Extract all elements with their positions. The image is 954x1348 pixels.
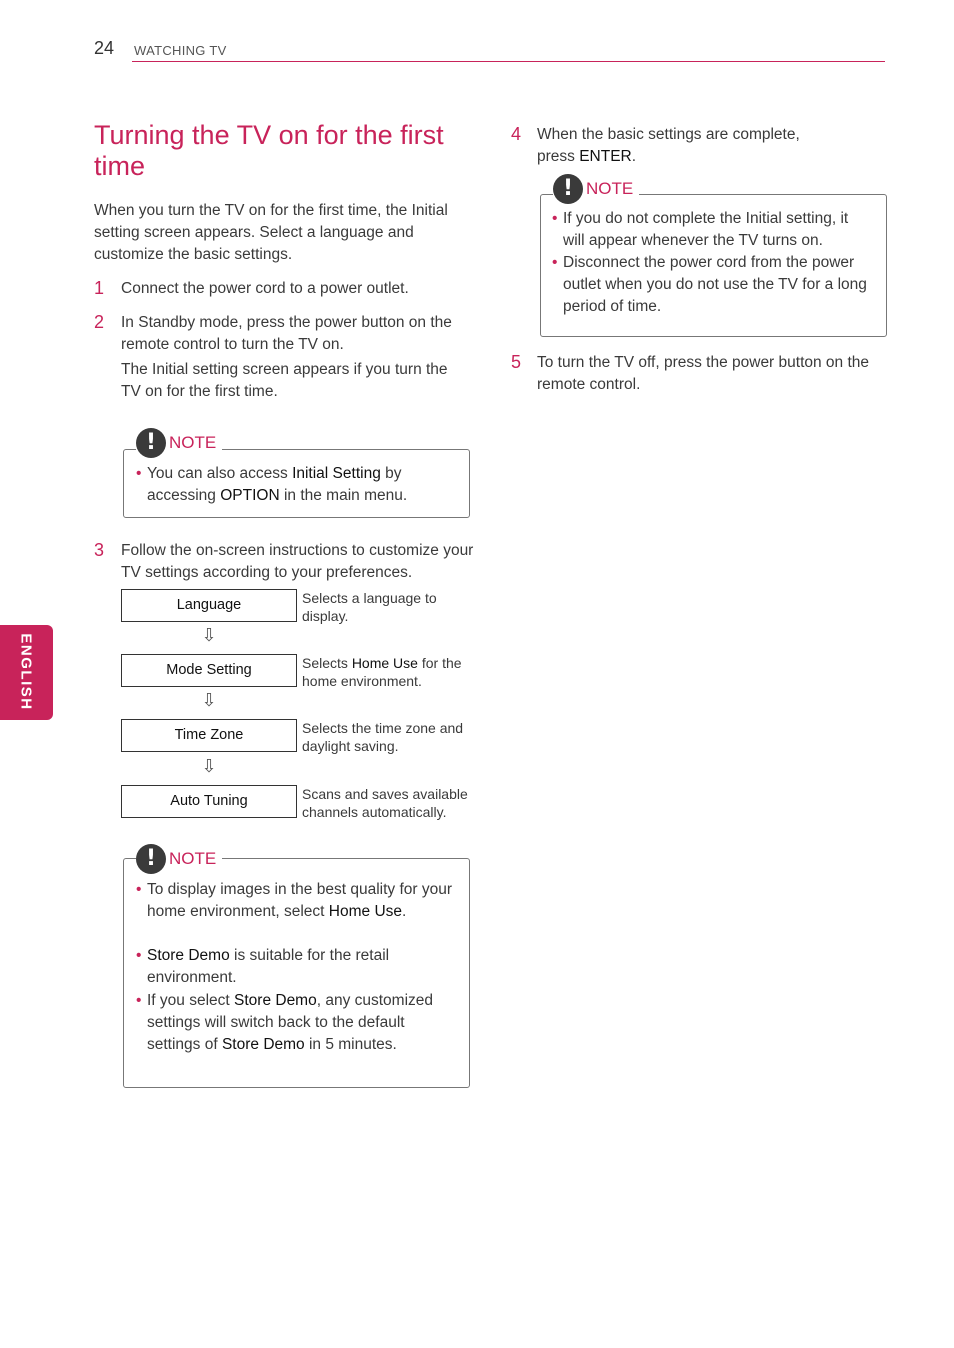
step-number: 5: [511, 352, 522, 372]
down-arrow-icon: ⇩: [201, 625, 217, 646]
language-tab: [0, 625, 53, 720]
note-header: [553, 174, 639, 204]
flow-step-language: Language: [121, 589, 297, 622]
step-text: In Standby mode, press the power button on the remote control to turn the TV on.: [121, 314, 452, 353]
down-arrow-icon: ⇩: [201, 690, 217, 711]
exclamation-icon: !: [136, 428, 166, 458]
flow-desc: Selects a language to display.: [302, 590, 437, 624]
flow-step-mode-setting: Mode Setting: [121, 654, 297, 687]
flow-desc: Scans and saves available channels automatically.: [302, 786, 468, 820]
note-bullet: • To display images in the best quality for your home environment, select Home Use.: [136, 881, 452, 920]
flow-step-auto-tuning: Auto Tuning: [121, 785, 297, 818]
header-rule: [132, 61, 885, 62]
step-text: Follow the on-screen instructions to customize your TV settings according to your preferences.: [121, 542, 474, 581]
step-number: 3: [94, 540, 105, 560]
flow-desc: Selects the time zone and daylight saving.: [302, 720, 464, 754]
step-text: Connect the power cord to a power outlet.: [121, 280, 409, 297]
note-label: NOTE: [169, 849, 217, 868]
page-number: 24: [94, 38, 115, 58]
note-bullet: • Disconnect the power cord from the power outlet when you do not use the TV for a long period of time.: [552, 254, 867, 315]
exclamation-icon: !: [136, 844, 166, 874]
note-bullet: • Store Demo is suitable for the retail environment.: [136, 947, 390, 986]
note-bullet: • If you select Store Demo, any customized settings will switch back to the default settings of Store Demo in 5 minutes.: [136, 992, 434, 1053]
note-label: NOTE: [586, 179, 634, 198]
note-header: [136, 844, 222, 874]
page-title: Turning the TV on for the first time: [94, 120, 444, 181]
section-title: WATCHING TV: [134, 43, 227, 58]
intro-paragraph: When you turn the TV on for the first time, the Initial setting screen appears. Select a language and customize the basic settings.: [94, 202, 448, 263]
step-text: When the basic settings are complete, press ENTER.: [537, 126, 800, 165]
step-number: 2: [94, 312, 105, 332]
note-bullet: • You can also access Initial Setting by accessing OPTION in the main menu.: [136, 465, 408, 504]
exclamation-icon: !: [553, 174, 583, 204]
note-header: [136, 428, 222, 458]
language-tab-label: ENGLISH: [17, 633, 35, 711]
note-label: NOTE: [169, 433, 217, 452]
note-bullet: • If you do not complete the Initial setting, it will appear whenever the TV turns on.: [552, 210, 849, 249]
step-number: 4: [511, 124, 522, 144]
step-subtext: The Initial setting screen appears if you turn the TV on for the first time.: [121, 361, 448, 400]
step-number: 1: [94, 278, 105, 298]
flow-step-time-zone: Time Zone: [121, 719, 297, 752]
down-arrow-icon: ⇩: [201, 756, 217, 777]
step-text: To turn the TV off, press the power button on the remote control.: [537, 354, 870, 393]
flow-desc: Selects Home Use for the home environment.: [302, 655, 462, 689]
